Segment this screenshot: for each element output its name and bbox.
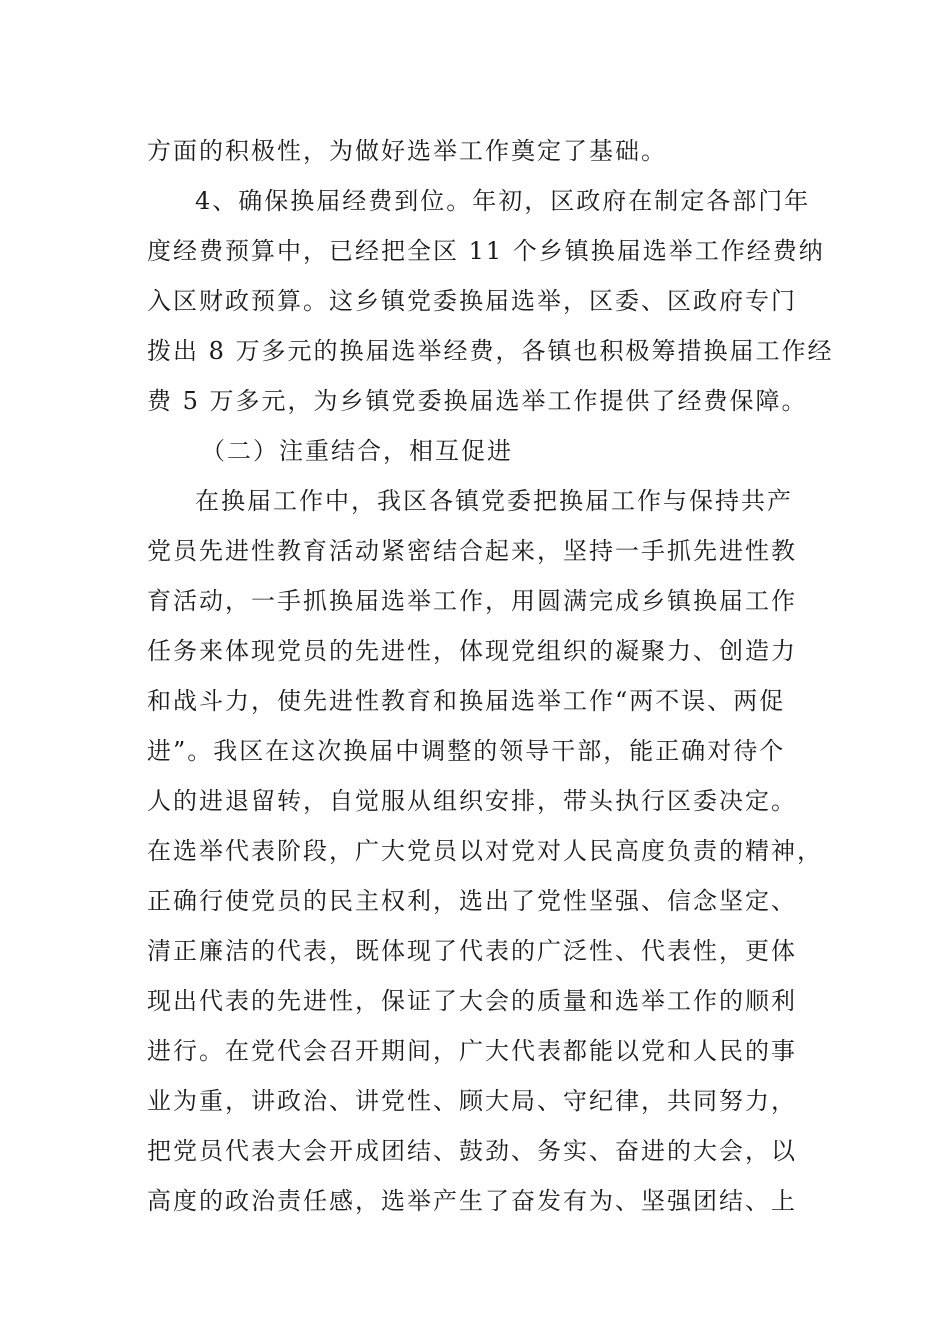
paragraph-line: 进行。在党代会召开期间，广大代表都能以党和人民的事: [147, 1037, 797, 1065]
paragraph-line: 正确行使党员的民主权利，选出了党性坚强、信念坚定、: [147, 887, 797, 915]
paragraph-line: 方面的积极性，为做好选举工作奠定了基础。: [147, 137, 667, 165]
paragraph-line: 度经费预算中，已经把全区 11 个乡镇换届选举工作经费纳: [147, 237, 825, 265]
paragraph-line: 在选举代表阶段，广大党员以对党对人民高度负责的精神，: [147, 837, 823, 865]
paragraph-line: 在换届工作中，我区各镇党委把换届工作与保持共产: [195, 487, 793, 515]
paragraph-line: 党员先进性教育活动紧密结合起来，坚持一手抓先进性教: [147, 537, 797, 565]
paragraph-line: 高度的政治责任感，选举产生了奋发有为、坚强团结、上: [147, 1187, 797, 1215]
paragraph-line: 4、确保换届经费到位。年初，区政府在制定各部门年: [195, 187, 811, 215]
paragraph-line: 费 5 万多元，为乡镇党委换届选举工作提供了经费保障。: [147, 387, 808, 415]
paragraph-line: 和战斗力，使先进性教育和换届选举工作“两不误、两促: [147, 687, 786, 715]
paragraph-line: 把党员代表大会开成团结、鼓劲、务实、奋进的大会，以: [147, 1137, 797, 1165]
paragraph-line: 业为重，讲政治、讲党性、顾大局、守纪律，共同努力，: [147, 1087, 797, 1115]
paragraph-line: 人的进退留转，自觉服从组织安排，带头执行区委决定。: [147, 787, 797, 815]
paragraph-line: 进”。我区在这次换届中调整的领导干部，能正确对待个: [147, 737, 786, 765]
section-heading: （二）注重结合，相互促进: [201, 437, 513, 465]
paragraph-line: 育活动，一手抓换届选举工作，用圆满完成乡镇换届工作: [147, 587, 797, 615]
paragraph-line: 入区财政预算。这乡镇党委换届选举，区委、区政府专门: [147, 287, 797, 315]
paragraph-line: 任务来体现党员的先进性，体现党组织的凝聚力、创造力: [147, 637, 797, 665]
document-body: [147, 126, 834, 1226]
paragraph-line: 拨出 8 万多元的换届选举经费，各镇也积极筹措换届工作经: [147, 337, 834, 365]
paragraph-line: 现出代表的先进性，保证了大会的质量和选举工作的顺利: [147, 987, 797, 1015]
paragraph-line: 清正廉洁的代表，既体现了代表的广泛性、代表性，更体: [147, 937, 797, 965]
